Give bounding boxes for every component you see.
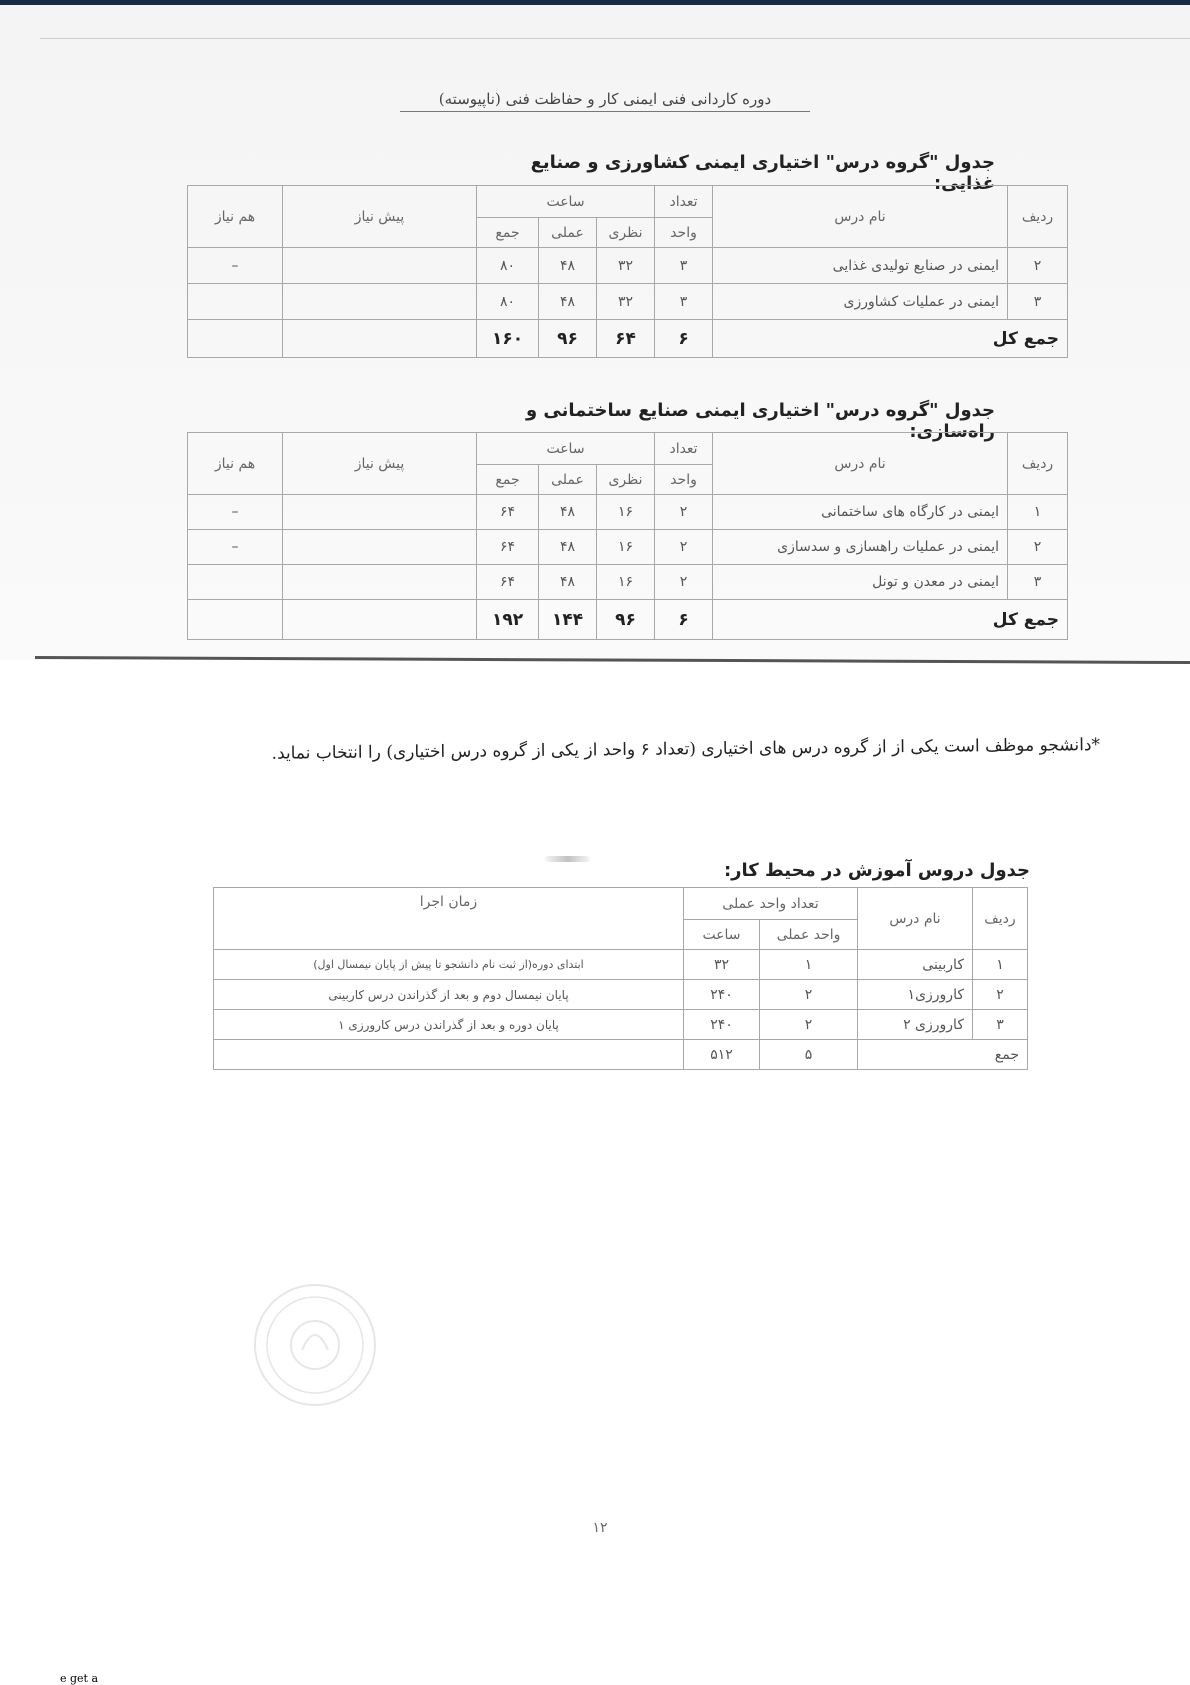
practical-hours: ۴۸ bbox=[539, 565, 597, 600]
header-coreq: هم نیاز bbox=[188, 433, 283, 495]
theory-hours: ۳۲ bbox=[597, 284, 655, 320]
grand-total-label: جمع کل bbox=[713, 320, 1068, 358]
header-row-no: ردیف bbox=[1008, 433, 1068, 495]
total-units: ۶ bbox=[655, 600, 713, 640]
table-row bbox=[214, 980, 1028, 1010]
row-no: ۲ bbox=[1008, 248, 1068, 284]
header-row-no: ردیف bbox=[973, 888, 1028, 950]
units: ۲ bbox=[760, 980, 858, 1010]
scan-top-border bbox=[0, 0, 1190, 5]
total-practical: ۹۶ bbox=[539, 320, 597, 358]
header-unit-sub: واحد عملی bbox=[760, 920, 858, 950]
row-no: ۱ bbox=[973, 950, 1028, 980]
header-units-top: تعداد bbox=[655, 433, 713, 465]
theory-hours: ۱۶ bbox=[597, 565, 655, 600]
table-row bbox=[188, 530, 1068, 565]
course-name: کارورزی ۲ bbox=[858, 1010, 973, 1040]
header-schedule: زمان اجرا bbox=[214, 888, 684, 950]
total-hours: ۸۰ bbox=[477, 248, 539, 284]
practical-hours: ۴۸ bbox=[539, 248, 597, 284]
coreq bbox=[188, 284, 283, 320]
header-coreq: هم نیاز bbox=[188, 186, 283, 248]
total-sum: ۱۶۰ bbox=[477, 320, 539, 358]
course-name: ایمنی در عملیات راهسازی و سدسازی bbox=[713, 530, 1008, 565]
coreq: – bbox=[188, 248, 283, 284]
header-course-name: نام درس bbox=[713, 186, 1008, 248]
row-no: ۲ bbox=[973, 980, 1028, 1010]
header-units-bottom: واحد bbox=[655, 218, 713, 248]
header-course-name: نام درس bbox=[713, 433, 1008, 495]
hours: ۳۲ bbox=[684, 950, 760, 980]
table1 bbox=[187, 185, 1068, 358]
total-practical: ۱۴۴ bbox=[539, 600, 597, 640]
units: ۳ bbox=[655, 248, 713, 284]
prereq bbox=[283, 284, 477, 320]
table-total-row bbox=[188, 320, 1068, 358]
table-row bbox=[188, 565, 1068, 600]
course-name: ایمنی در معدن و تونل bbox=[713, 565, 1008, 600]
header-rule bbox=[40, 38, 1190, 39]
hours: ۲۴۰ bbox=[684, 980, 760, 1010]
table-total-row bbox=[188, 600, 1068, 640]
elective-note: *دانشجو موظف است یکی از از گروه درس های اختیاری (تعداد ۶ واحد از یکی از گروه درس اختیاری) را انتخاب نماید. bbox=[271, 735, 1101, 764]
units: ۲ bbox=[655, 565, 713, 600]
coreq: – bbox=[188, 530, 283, 565]
header-prereq: پیش نیاز bbox=[283, 433, 477, 495]
header-prereq: پیش نیاز bbox=[283, 186, 477, 248]
document-title: دوره کاردانی فنی ایمنی کار و حفاظت فنی (ناپیوسته) bbox=[400, 90, 810, 112]
table3 bbox=[213, 887, 1028, 1070]
header-hours: ساعت bbox=[477, 433, 655, 465]
row-no: ۲ bbox=[1008, 530, 1068, 565]
total-units: ۵ bbox=[760, 1040, 858, 1070]
prereq bbox=[283, 565, 477, 600]
total-theory: ۶۴ bbox=[597, 320, 655, 358]
units: ۱ bbox=[760, 950, 858, 980]
total-sum: ۱۹۲ bbox=[477, 600, 539, 640]
header-hours: ساعت bbox=[477, 186, 655, 218]
units: ۲ bbox=[655, 530, 713, 565]
practical-hours: ۴۸ bbox=[539, 530, 597, 565]
row-no: ۳ bbox=[1008, 284, 1068, 320]
units: ۲ bbox=[760, 1010, 858, 1040]
table2 bbox=[187, 432, 1068, 640]
row-no: ۱ bbox=[1008, 495, 1068, 530]
page-number: ۱۲ bbox=[592, 1520, 608, 1536]
header-practical: عملی bbox=[539, 218, 597, 248]
course-name: ایمنی در کارگاه های ساختمانی bbox=[713, 495, 1008, 530]
units: ۲ bbox=[655, 495, 713, 530]
table-row bbox=[188, 284, 1068, 320]
course-name: ایمنی در عملیات کشاورزی bbox=[713, 284, 1008, 320]
practical-hours: ۴۸ bbox=[539, 284, 597, 320]
total-prereq-empty bbox=[283, 600, 477, 640]
table2-title: جدول "گروه درس" اختیاری ایمنی صنایع ساختمانی و راه‌سازی: bbox=[525, 400, 995, 442]
table1-title: جدول "گروه درس" اختیاری ایمنی کشاورزی و صنایع غذایی: bbox=[530, 152, 995, 194]
table-total-row bbox=[214, 1040, 1028, 1070]
table-row bbox=[188, 495, 1068, 530]
total-label: جمع bbox=[858, 1040, 1028, 1070]
table-row bbox=[214, 1010, 1028, 1040]
table-row bbox=[214, 950, 1028, 980]
total-theory: ۹۶ bbox=[597, 600, 655, 640]
scan-smudge bbox=[545, 856, 590, 862]
prereq bbox=[283, 530, 477, 565]
grand-total-label: جمع کل bbox=[713, 600, 1068, 640]
table-row bbox=[188, 248, 1068, 284]
header-course-name: نام درس bbox=[858, 888, 973, 950]
table3-title: جدول دروس آموزش در محیط کار: bbox=[723, 860, 1030, 881]
theory-hours: ۳۲ bbox=[597, 248, 655, 284]
course-name: ایمنی در صنایع تولیدی غذایی bbox=[713, 248, 1008, 284]
header-row-no: ردیف bbox=[1008, 186, 1068, 248]
total-hours: ۶۴ bbox=[477, 495, 539, 530]
total-coreq-empty bbox=[188, 320, 283, 358]
total-hours: ۵۱۲ bbox=[684, 1040, 760, 1070]
prereq bbox=[283, 495, 477, 530]
header-practical: عملی bbox=[539, 465, 597, 495]
total-coreq-empty bbox=[188, 600, 283, 640]
total-hours: ۶۴ bbox=[477, 530, 539, 565]
total-schedule-empty bbox=[214, 1040, 684, 1070]
schedule: پایان دوره و بعد از گذراندن درس کارورزی ۱ bbox=[214, 1010, 684, 1040]
course-name: کارورزی۱ bbox=[858, 980, 973, 1010]
coreq: – bbox=[188, 495, 283, 530]
total-prereq-empty bbox=[283, 320, 477, 358]
total-hours: ۶۴ bbox=[477, 565, 539, 600]
footer-text: e get a bbox=[60, 1672, 99, 1685]
practical-hours: ۴۸ bbox=[539, 495, 597, 530]
faded-seal-stamp bbox=[250, 1280, 380, 1410]
header-theory: نظری bbox=[597, 218, 655, 248]
theory-hours: ۱۶ bbox=[597, 495, 655, 530]
row-no: ۳ bbox=[973, 1010, 1028, 1040]
header-hours-sub: ساعت bbox=[684, 920, 760, 950]
schedule: پایان نیمسال دوم و بعد از گذراندن درس کاربینی bbox=[214, 980, 684, 1010]
prereq bbox=[283, 248, 477, 284]
header-sum: جمع bbox=[477, 465, 539, 495]
coreq bbox=[188, 565, 283, 600]
course-name: کاربینی bbox=[858, 950, 973, 980]
row-no: ۳ bbox=[1008, 565, 1068, 600]
header-theory: نظری bbox=[597, 465, 655, 495]
theory-hours: ۱۶ bbox=[597, 530, 655, 565]
header-units-top: تعداد bbox=[655, 186, 713, 218]
total-hours: ۸۰ bbox=[477, 284, 539, 320]
units: ۳ bbox=[655, 284, 713, 320]
header-sum: جمع bbox=[477, 218, 539, 248]
header-practical-units: تعداد واحد عملی bbox=[684, 888, 858, 920]
hours: ۲۴۰ bbox=[684, 1010, 760, 1040]
schedule: ابتدای دوره(از ثبت نام دانشجو تا پیش از پایان نیمسال اول) bbox=[214, 950, 684, 980]
total-units: ۶ bbox=[655, 320, 713, 358]
header-units-bottom: واحد bbox=[655, 465, 713, 495]
